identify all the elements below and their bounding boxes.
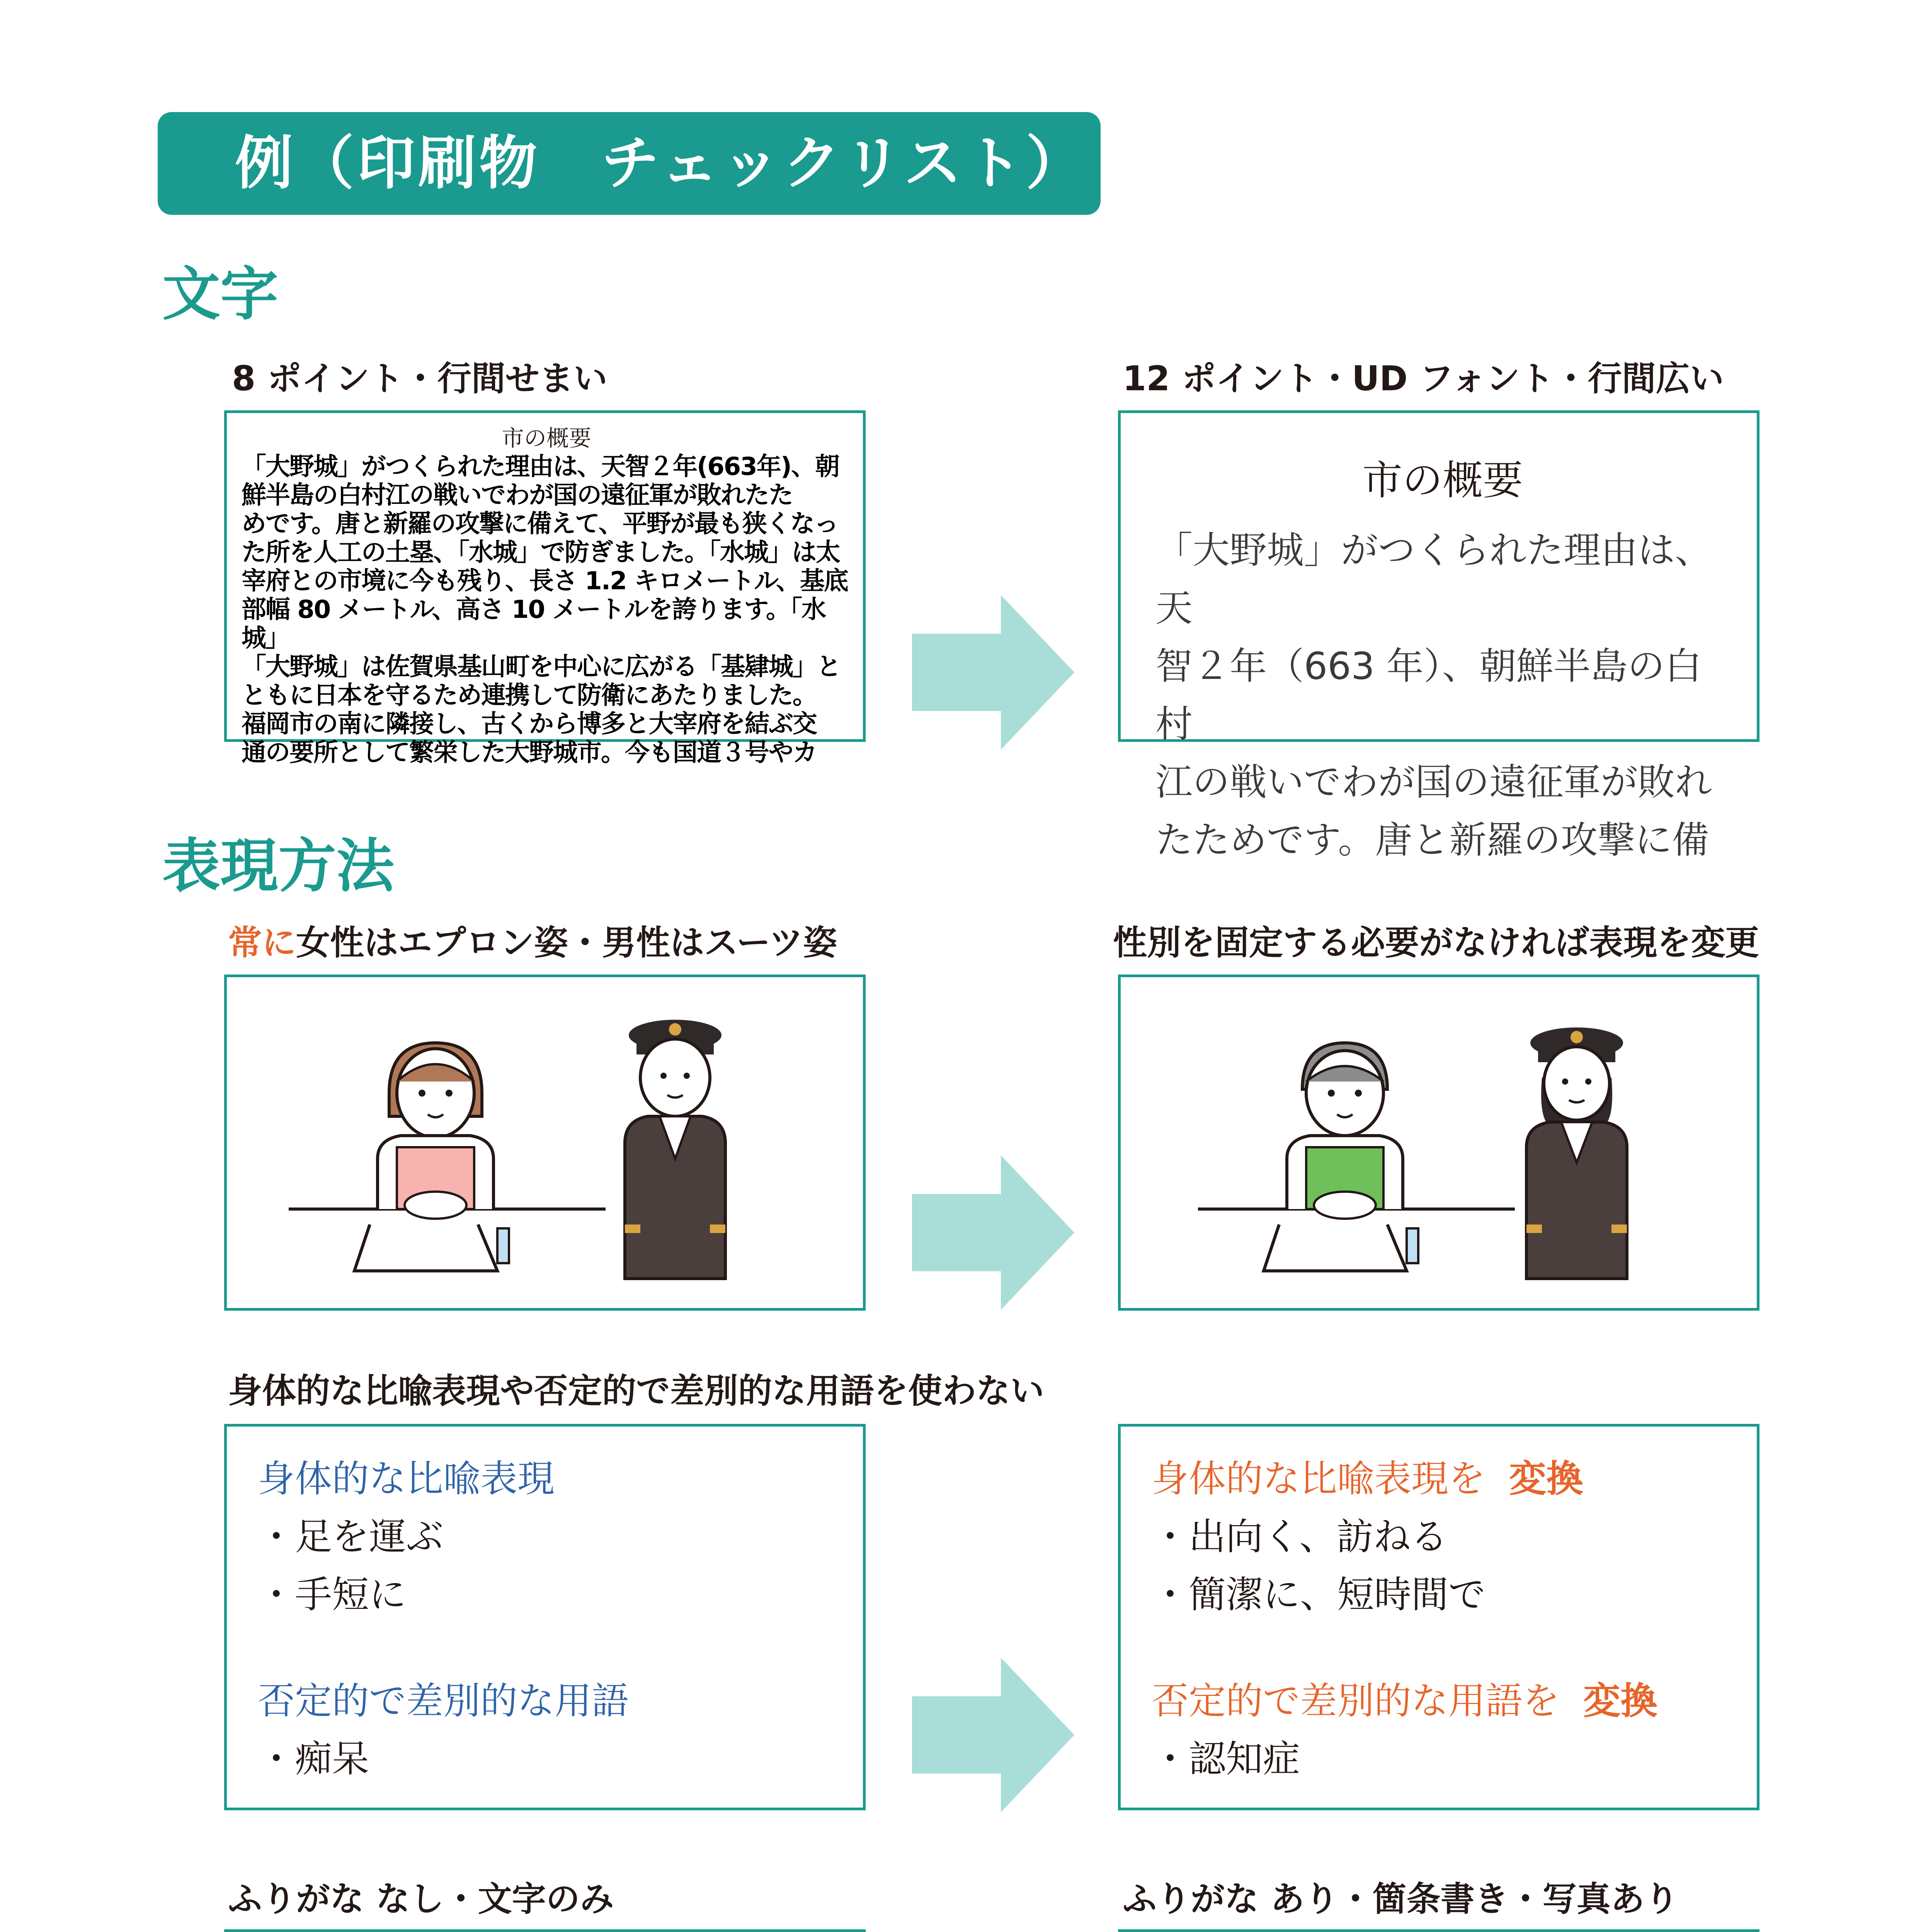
terms-right-box <box>1118 1424 1759 1810</box>
dense-line: 「大野城」は佐賀県基山町を中心に広がる「基肄城」と <box>242 653 841 681</box>
ud-line: 「大野城」がつくられた理由は、天 <box>1155 529 1712 630</box>
heading-bold: 変換 <box>1509 1457 1584 1500</box>
terms-right-heading1 <box>1152 1450 1757 1508</box>
list-item: ・痴呆 <box>258 1737 369 1781</box>
heading-bold: 変換 <box>1583 1679 1658 1723</box>
gender-left-box <box>224 975 866 1311</box>
dense-line: めです。唐と新羅の攻撃に備えて、平野が最も狭くなっ <box>242 510 838 538</box>
dense-line: 「大野城」がつくられた理由は、天智２年(663年)、朝 <box>242 452 839 481</box>
text-dense-box <box>224 410 866 767</box>
dense-line: 部幅 80 メートル、高さ 10 メートルを誇ります。「水城」 <box>242 595 826 653</box>
dense-line: 鮮半島の白村江の戦いでわが国の遠征軍が敗れたた <box>242 481 793 510</box>
furigana-right-label: ふりがな あり・箇条書き・写真あり <box>1123 1879 1679 1919</box>
ud-line: 江の戦いでわが国の遠征軍が敗れ <box>1155 760 1712 804</box>
page-title: 例（印刷物 チェックリスト） <box>158 112 1101 215</box>
list-item: ・出向く、訪ねる <box>1152 1515 1448 1558</box>
heading-text: 身体的な比喩表現を <box>1152 1457 1485 1500</box>
dense-title: 市の概要 <box>501 425 591 451</box>
illustration-apron-woman-suit-man <box>227 977 863 1308</box>
arrow-icon <box>912 1658 1074 1812</box>
gender-right-label: 性別を固定する必要がなければ表現を変更 <box>1113 923 1759 963</box>
ud-line: 智２年（663 年）、朝鮮半島の白村 <box>1155 645 1702 746</box>
section-heading-moji: 文字 <box>162 261 279 328</box>
dense-line: 宰府との市境に今も残り、長さ 1.2 キロメートル、基底 <box>242 567 848 595</box>
terms-label: 身体的な比喩表現や否定的で差別的な用語を使わない <box>228 1371 1045 1411</box>
ud-line: たためです。唐と新羅の攻撃に備 <box>1155 818 1709 862</box>
dense-line: ともに日本を守るため連携して防衛にあたりました。 <box>242 681 817 710</box>
section-heading-hyogen: 表現方法 <box>162 833 395 900</box>
gender-right-box <box>1118 975 1759 1311</box>
terms-left-heading2: 否定的で差別的な用語 <box>258 1679 629 1723</box>
label-highlight: 常に <box>228 923 296 963</box>
arrow-icon <box>912 1155 1074 1310</box>
arrow-icon <box>912 595 1074 750</box>
label-rest: 女性はエプロン姿・男性はスーツ姿 <box>296 923 837 963</box>
text-right-label: 12 ポイント・UD フォント・行間広い <box>1123 359 1724 398</box>
gender-left-label <box>228 916 837 964</box>
list-item: ・簡潔に、短時間で <box>1152 1573 1485 1616</box>
ud-text <box>1155 521 1730 869</box>
text-left-label: 8 ポイント・行間せまい <box>232 359 607 398</box>
furigana-right-box <box>1118 1929 1759 1932</box>
illustration-apron-man-suit-woman <box>1121 977 1757 1308</box>
list-item: ・認知症 <box>1152 1737 1300 1781</box>
dense-line: 福岡市の南に隣接し、古くから博多と大宰府を結ぶ交 <box>242 710 817 738</box>
list-item: ・手短に <box>258 1573 406 1616</box>
dense-line: 通の要所として繁栄した大野城市。今も国道３号やカ <box>242 738 817 767</box>
dense-text <box>242 452 851 767</box>
heading-text: 否定的で差別的な用語を <box>1152 1679 1560 1723</box>
terms-left-box <box>224 1424 866 1810</box>
dense-line: た所を人工の土塁、「水城」で防ぎました。「水城」は太 <box>242 538 840 567</box>
terms-right-heading2 <box>1152 1672 1757 1730</box>
furigana-left-label: ふりがな なし・文字のみ <box>228 1879 614 1919</box>
furigana-left-box <box>224 1929 866 1932</box>
text-ud-box <box>1118 410 1759 862</box>
terms-left-heading1: 身体的な比喩表現 <box>258 1457 555 1500</box>
list-item: ・足を運ぶ <box>258 1515 443 1558</box>
ud-title: 市の概要 <box>1362 457 1523 504</box>
